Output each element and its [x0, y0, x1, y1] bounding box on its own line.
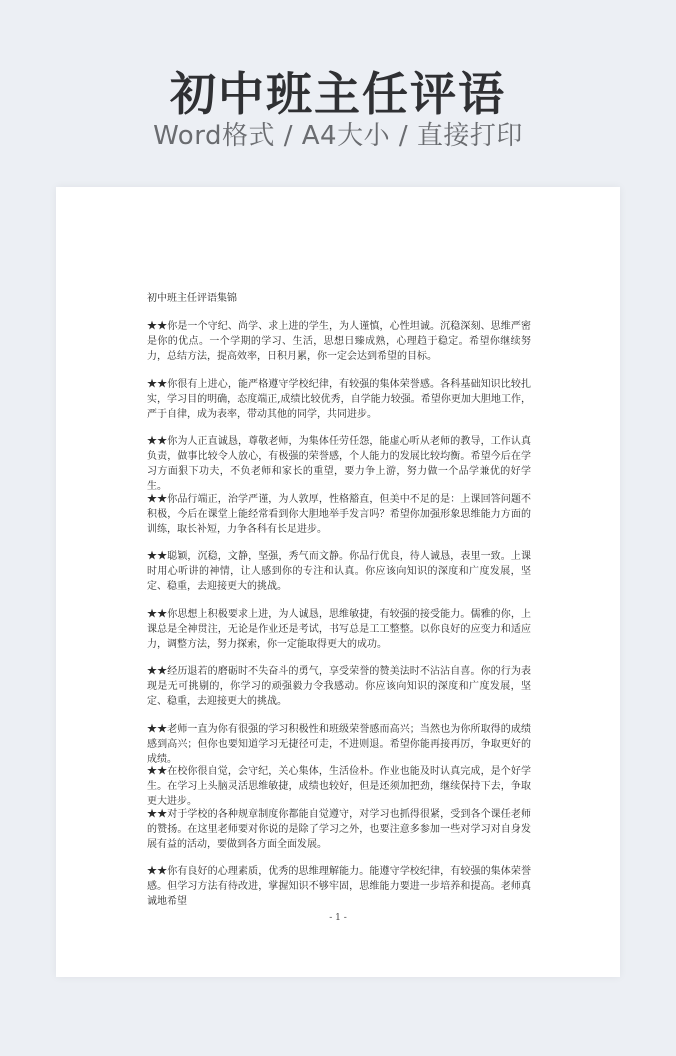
document-page [56, 187, 620, 977]
page-number: - 1 - [329, 913, 347, 923]
document-title: 初中班主任评语集锦 [147, 293, 237, 304]
header-title: 初中班主任评语 [170, 67, 506, 121]
comment-paragraph-3: ★★你为人正直诚恳，尊敬老师，为集体任劳任怨，能虚心听从老师的教导，工作认真负责，做事比较令人放心，有极强的荣誉感，个人能力的发展比较均衡。希望今后在学习方面狠下功夫，不负老师和家长的重望，要力争上游，努力做一个品学兼优的好学生。 [147, 436, 531, 492]
document-body [147, 319, 531, 907]
comment-paragraph-11: ★★你有良好的心理素质，优秀的思维理解能力。能遵守学校纪律，有较强的集体荣誉感。但学习方法有待改进，掌握知识不够牢固，思维能力要进一步培养和提高。老师真诚地希望 [147, 866, 531, 907]
comment-paragraph-10: ★★对于学校的各种规章制度你都能自觉遵守，对学习也抓得很紧，受到各个课任老师的赞扬。在这里老师要对你说的是除了学习之外，也要注意多参加一些对学习对自身发展有益的活动，要做到各方面全面发展。 [147, 808, 531, 850]
comment-paragraph-6: ★★你思想上积极要求上进，为人诚恳，思维敏捷，有较强的接受能力。儒雅的你，上课总是全神贯注，无论是作业还是考试，书写总是工工整整。以你良好的应变力和适应力，调整方法，努力探索，你一定能取得更大的成功。 [147, 608, 531, 650]
comment-paragraph-8: ★★老师一直为你有很强的学习积极性和班级荣誉感而高兴；当然也为你所取得的成绩感到高兴；但你也要知道学习无捷径可走，不进则退。希望你能再接再厉，争取更好的成绩。 [147, 723, 531, 765]
comment-paragraph-4: ★★你品行端正，治学严谨，为人敦厚，性格豁直，但美中不足的是：上课回答问题不积极，今后在课堂上能经常看到你大胆地举手发言吗？希望你加强形象思维能力方面的训练，取长补短，力争各科有长足进步。 [147, 493, 531, 535]
comment-paragraph-2: ★★你很有上进心，能严格遵守学校纪律，有较强的集体荣誉感。各科基础知识比较扎实，学习目的明确，态度端正,成绩比较优秀，自学能力较强。希望你更加大胆地工作，严于自律，成为表率，带动其他的同学，共同进步。 [147, 378, 531, 420]
comment-paragraph-7: ★★经历退若的磨砺时不失奋斗的勇气，享受荣誉的赞美法时不沾沾自喜。你的行为表现是无可挑剔的，你学习的顽强毅力令我感动。你应该向知识的深度和广度发展，坚定、稳重，去迎接更大的挑战。 [147, 666, 531, 707]
comment-paragraph-5: ★★聪颖，沉稳，文静，坚强，秀气而文静。你品行优良，待人诚恳，表里一致。上课时用心听讲的神情，让人感到你的专注和认真。你应该向知识的深度和广度发展，坚定、稳重，去迎接更大的挑战。 [147, 551, 531, 592]
header-subtitle: Word格式 / A4大小 / 直接打印 [153, 121, 523, 151]
comment-paragraph-9: ★★在校你很自觉，会守纪，关心集体，生活俭朴。作业也能及时认真完成，是个好学生。在学习上头脑灵活思维敏捷，成绩也较好，但是还须加把劲，继续保持下去，争取更大进步。 [147, 766, 531, 807]
comment-paragraph-1: ★★你是一个守纪、尚学、求上进的学生，为人谨慎，心性坦诚。沉稳深刻、思维严密是你的优点。一个学期的学习、生活，思想日臻成熟，心理趋于稳定。希望你继续努力，总结方法，提高效率，日积月累，你一定会达到希望的目标。 [147, 321, 531, 362]
